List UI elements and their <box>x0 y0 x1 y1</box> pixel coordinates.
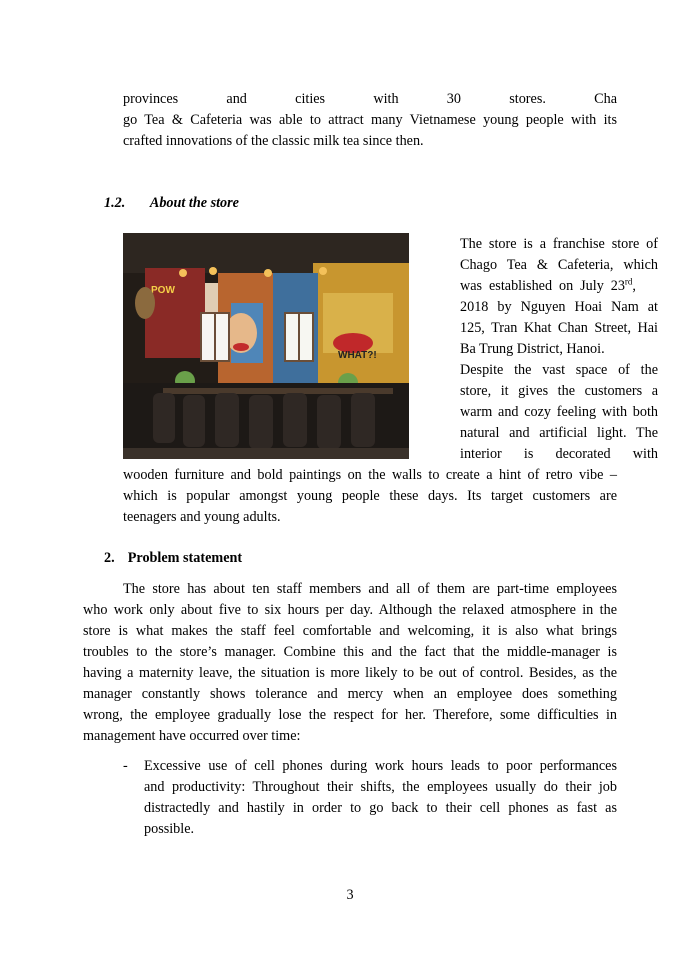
section-number: 2. <box>104 550 115 566</box>
bullet-line: possible. <box>144 821 195 837</box>
store-desc-full-line: teenagers and young adults. <box>123 509 281 525</box>
bullet-line: Excessive use of cell phones during work hours leads to poor performances <box>144 758 617 774</box>
date-suffix: rd <box>624 276 633 287</box>
section-heading <box>104 193 239 214</box>
bullet-dash: - <box>123 758 128 774</box>
page-number: 3 <box>346 887 354 903</box>
section-number: 1.2. <box>104 195 126 211</box>
intro-line: crafted innovations of the classic milk tea since then. <box>123 133 424 149</box>
problem-line: wrong, the employee gradually lose the respect for her. Therefore, some difficulties in <box>83 707 617 723</box>
store-photo <box>123 233 409 459</box>
problem-line: The store has about ten staff members and all of them are part-time employees <box>123 581 617 597</box>
svg-text:WHAT?!: WHAT?! <box>338 350 377 361</box>
bullet-line: and productivity: Throughout their shifts, the employees usually do their job <box>144 779 617 795</box>
store-desc-full-line: which is popular amongst young people these days. Its target customers are <box>123 488 617 504</box>
store-desc-line: store, it gives the customers a <box>460 383 658 399</box>
bullet-line: distractedly and hastily in order to go back to their cell phones as fast as <box>144 800 617 816</box>
problem-line: management have occurred over time: <box>83 728 301 744</box>
section-heading <box>104 548 242 569</box>
store-desc-full-line: wooden furniture and bold paintings on the walls to create a hint of retro vibe – <box>123 467 617 483</box>
problem-line: troubles to the store’s manager. Combine this and the fact that the middle-manager is <box>83 644 617 660</box>
store-desc-line: interior is decorated with <box>460 446 658 462</box>
intro-line: provinces and cities with 30 stores. Cha <box>123 91 617 107</box>
store-desc-line: Chago Tea & Cafeteria, which <box>460 257 658 273</box>
store-desc-line: The store is a franchise store of <box>460 236 658 252</box>
problem-line: store is what makes the staff feel comfortable and welcoming, it is also what brings <box>83 623 617 639</box>
store-desc-date-text: was established on July 23 <box>460 278 625 294</box>
store-desc-line: warm and cozy feeling with both <box>460 404 658 420</box>
problem-line: manager constantly shows tolerance and mercy when an employee does something <box>83 686 617 702</box>
intro-line: go Tea & Cafeteria was able to attract many Vietnamese young people with its <box>123 112 617 128</box>
store-desc-line: natural and artificial light. The <box>460 425 658 441</box>
cafe-interior-illustration <box>123 233 409 459</box>
problem-line: who work only about five to six hours per day. Although the relaxed atmosphere in the <box>83 602 617 618</box>
problem-line: having a maternity leave, the situation is more likely to be out of control. Besides, as the <box>83 665 617 681</box>
section-title: Problem statement <box>127 550 243 566</box>
store-desc-line: 125, Tran Khat Chan Street, Hai <box>460 320 658 336</box>
store-desc-line: 2018 by Nguyen Hoai Nam at <box>460 299 658 315</box>
section-title: About the store <box>149 195 239 211</box>
svg-text:POW: POW <box>151 285 175 296</box>
store-desc-line: Ba Trung District, Hanoi. <box>460 341 605 357</box>
store-desc-line <box>460 276 658 297</box>
date-comma: , <box>632 278 636 294</box>
store-desc-line: Despite the vast space of the <box>460 362 658 378</box>
